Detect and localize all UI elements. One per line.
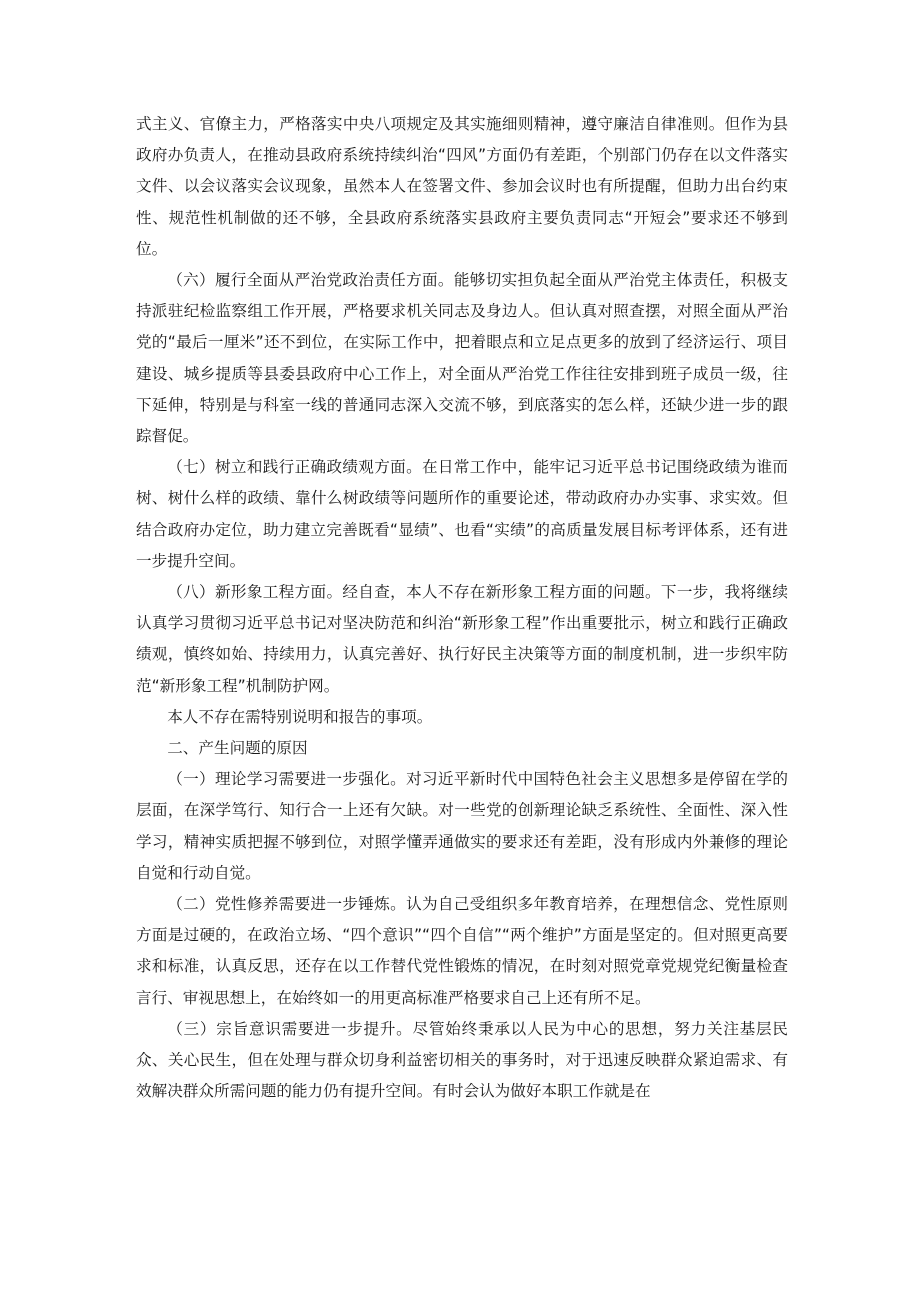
paragraph-party-governance-responsibility: （六）履行全面从严治党政治责任方面。能够切实担负起全面从严治党主体责任，积极支持派驻纪检监察组工作开展，严格要求机关同志及身边人。但认真对照查摆，对照全面从严治党的“最后一厘米”还不到位，在实际工作中，把着眼点和立足点更多的放到了经济运行、项目建设、城乡提质等县委县政府中心工作上，对全面从严治党工作往往安排到班子成员一级，往下延伸，特别是与科室一线的普通同志深入交流不够，到底落实的怎么样，还缺少进一步的跟踪督促。 <box>136 271 788 446</box>
paragraph-no-special-matters: 本人不存在需特别说明和报告的事项。 <box>167 707 433 726</box>
paragraph-purpose-awareness: （三）宗旨意识需要进一步提升。尽管始终秉承以人民为中心的思想，努力关注基层民众、关心民生，但在处理与群众切身利益密切相关的事务时，对于迅速反映群众紧迫需求、有效解决群众所需问题的能力仍有提升空间。有时会认为做好本职工作就是在 <box>136 1019 788 1101</box>
paragraph-theory-study: （一）理论学习需要进一步强化。对习近平新时代中国特色社会主义思想多是停留在学的层面，在深学笃行、知行合一上还有欠缺。对一些党的创新理论缺乏系统性、全面性、深入性学习，精神实质把握不够到位，对照学懂弄通做实的要求还有差距，没有形成内外兼修的理论自觉和行动自觉。 <box>136 770 788 882</box>
paragraph-continued-four-winds: 式主义、官僚主力，严格落实中央八项规定及其实施细则精神，遵守廉洁自律准则。但作为县政府办负责人，在推动县政府系统持续纠治“四风”方面仍有差距，个别部门仍存在以文件落实文件、以会议落实会议现象，虽然本人在签署文件、参加会议时也有所提醒，但助力出台约束性、规范性机制做的还不够，全县政府系统落实县政府主要负责同志“开短会”要求还不够到位。 <box>136 115 788 258</box>
paragraph-performance-view: （七）树立和践行正确政绩观方面。在日常工作中，能牢记习近平总书记围绕政绩为谁而树、树什么样的政绩、靠什么树政绩等问题所作的重要论述，带动政府办办实事、求实效。但结合政府办定位，助力建立完善既看“显绩”、也看“实绩”的高质量发展目标考评体系，还有进一步提升空间。 <box>136 458 788 570</box>
paragraph-image-projects: （八）新形象工程方面。经自查，本人不存在新形象工程方面的问题。下一步，我将继续认真学习贯彻习近平总书记对坚决防范和纠治“新形象工程”作出重要批示，树立和践行正确政绩观，慎终如始、持续用力，认真完善好、执行好民主决策等方面的制度机制，进一步织牢防范“新形象工程”机制防护网。 <box>136 583 788 695</box>
section-heading-causes: 二、产生问题的原因 <box>167 739 308 758</box>
document-page <box>136 109 788 1108</box>
paragraph-party-spirit: （二）党性修养需要进一步锤炼。认为自己受组织多年教育培养，在理想信念、党性原则方面是过硬的，在政治立场、“四个意识”“四个自信”“两个维护”方面是坚定的。但对照更高要求和标准，认真反思，还存在以工作替代党性锻炼的情况，在时刻对照党章党规党纪衡量检查言行、审视思想上，在始终如一的用更高标准严格要求自己上还有所不足。 <box>136 895 788 1007</box>
